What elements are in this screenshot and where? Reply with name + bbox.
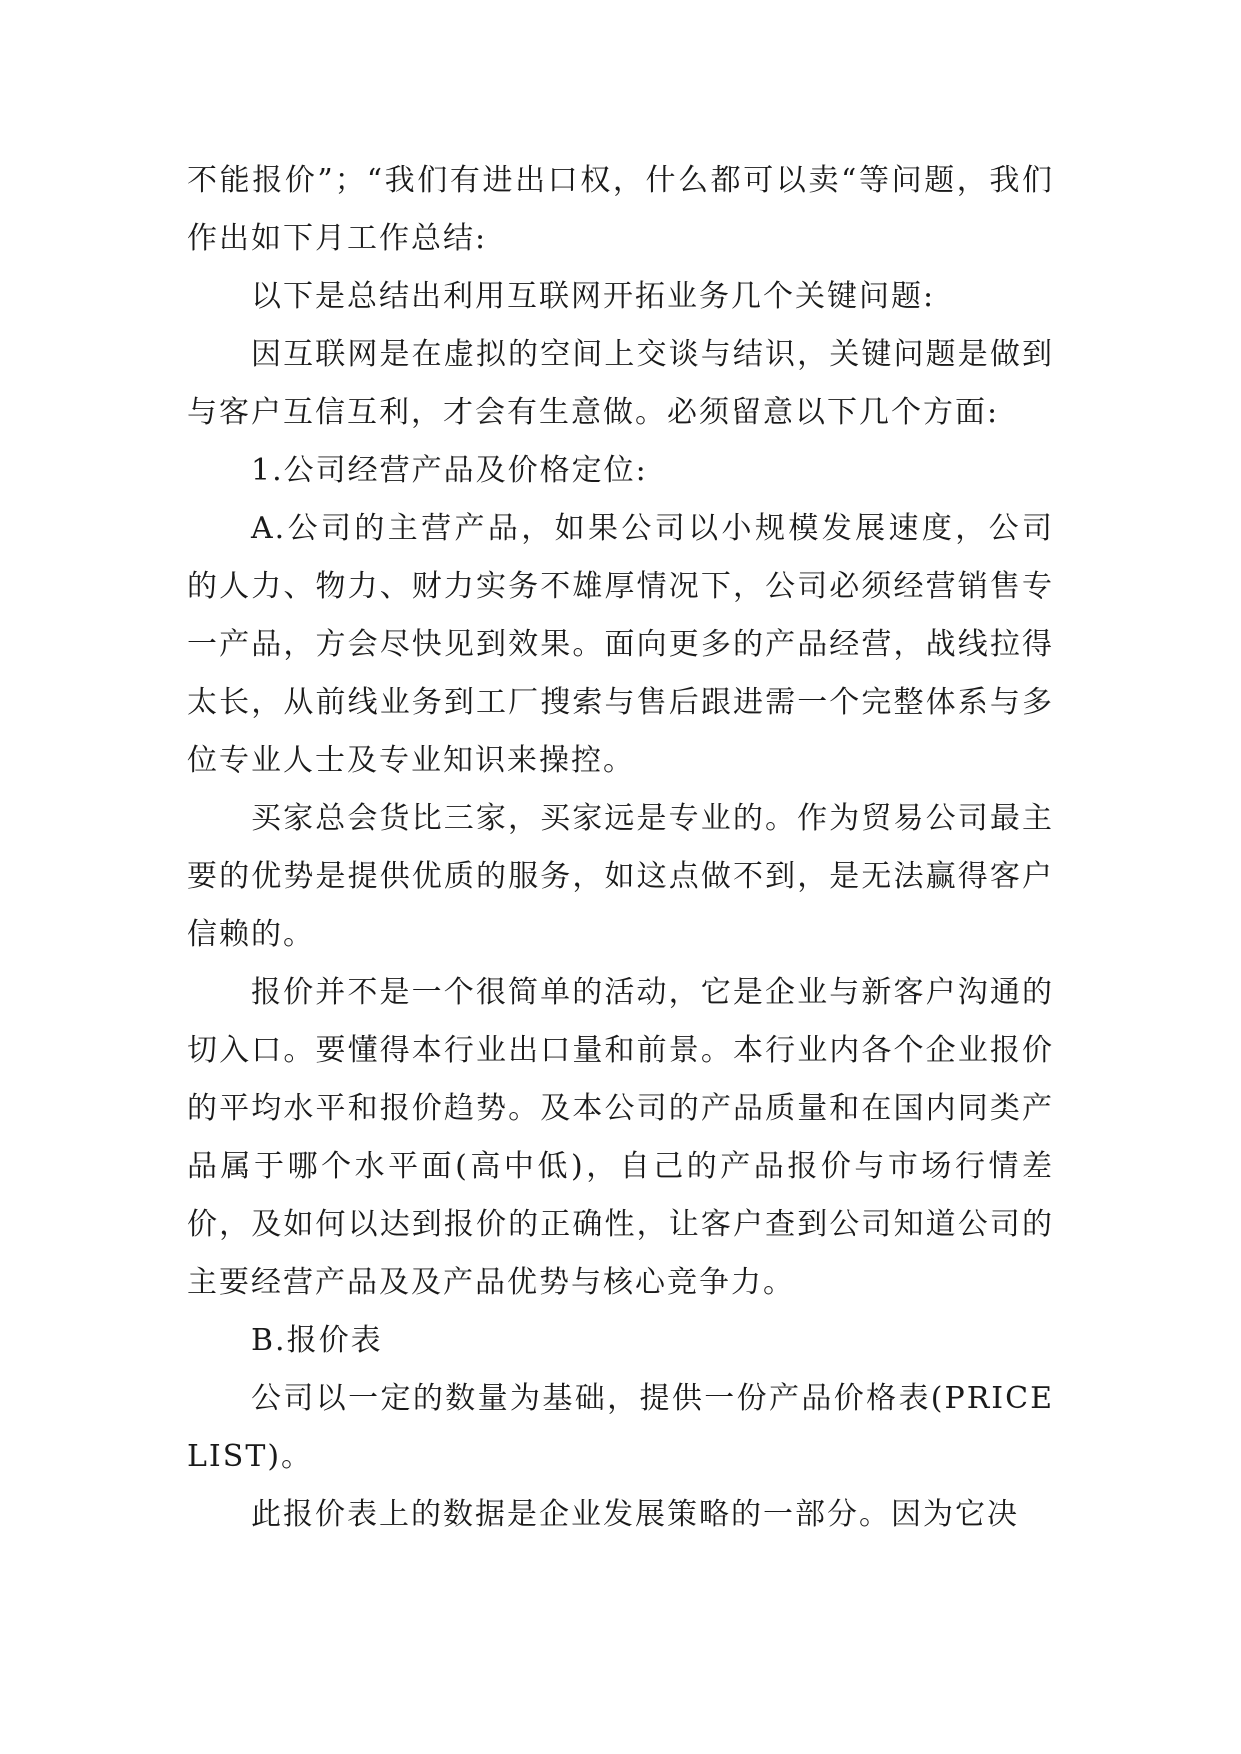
paragraph: 以下是总结出利用互联网开拓业务几个关键问题: <box>251 279 936 314</box>
section-heading: 1.公司经营产品及价格定位: <box>251 453 648 488</box>
paragraph: A.公司的主营产品，如果公司以小规模发展速度，公司的人力、物力、财力实务不雄厚情况下，公司必须经营销售专一产品，方会尽快见到效果。面向更多的产品经营，战线拉得太长，从前线业务到工厂搜索与售后跟进需一个完整体系与多位专业人士及专业知识来操控。 <box>187 511 1054 778</box>
section-heading: B.报价表 <box>251 1323 383 1358</box>
paragraph: 报价并不是一个很简单的活动，它是企业与新客户沟通的切入口。要懂得本行业出口量和前景。本行业内各个企业报价的平均水平和报价趋势。及本公司的产品质量和在国内同类产品属于哪个水平面(高中低)，自己的产品报价与市场行情差价，及如何以达到报价的正确性，让客户查到公司知道公司的主要经营产品及及产品优势与核心竞争力。 <box>187 975 1054 1300</box>
paragraph: 不能报价”；“我们有进出口权，什么都可以卖“等问题，我们作出如下月工作总结: <box>187 163 1054 256</box>
paragraph: 此报价表上的数据是企业发展策略的一部分。因为它决 <box>251 1497 1019 1532</box>
document-body <box>187 152 1054 1544</box>
paragraph: 因互联网是在虚拟的空间上交谈与结识，关键问题是做到与客户互信互利，才会有生意做。必须留意以下几个方面: <box>187 337 1054 430</box>
paragraph: 买家总会货比三家，买家远是专业的。作为贸易公司最主要的优势是提供优质的服务，如这点做不到，是无法赢得客户信赖的。 <box>187 801 1054 952</box>
paragraph: 公司以一定的数量为基础，提供一份产品价格表(PRICELIST)。 <box>187 1381 1054 1474</box>
